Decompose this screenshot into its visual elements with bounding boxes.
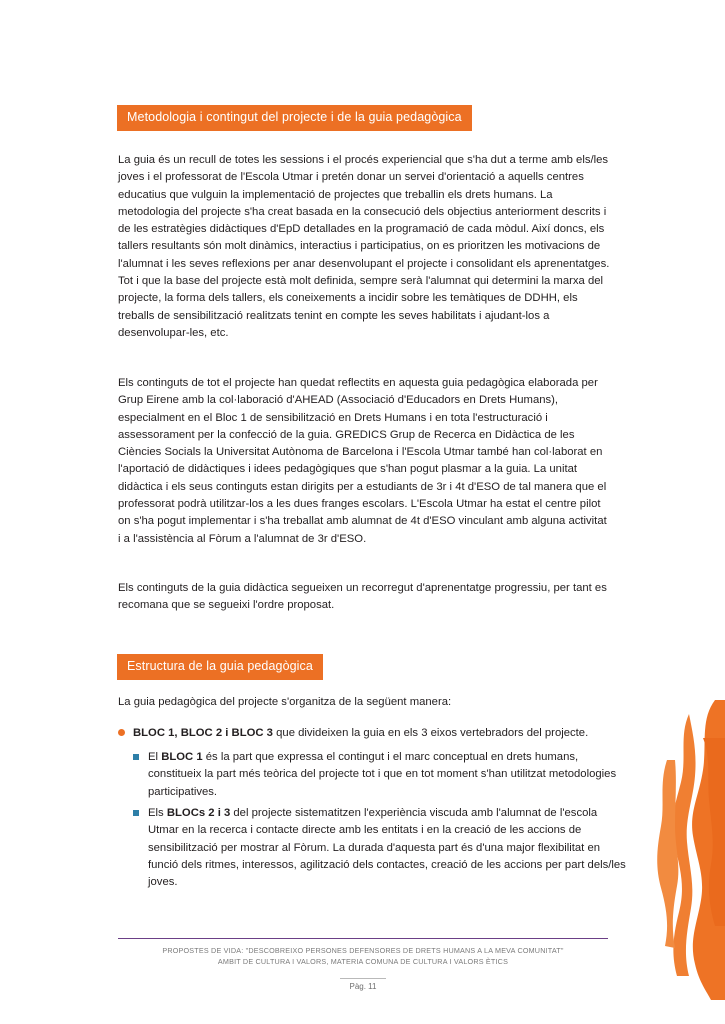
- bullet-dot-icon: [118, 729, 125, 736]
- list-item-text: que divideixen la guia en els 3 eixos vertebradors del projecte.: [272, 727, 589, 739]
- footer-line-2: AMBIT DE CULTURA I VALORS, MATERIA COMUNA DE CULTURA I VALORS ÈTICS: [217, 956, 509, 966]
- section-heading-methodology: Metodologia i contingut del projecte i de la guia pedagògica: [117, 105, 472, 131]
- list-item-prefix: Els: [148, 807, 167, 819]
- list-item-text: del projecte sistematitzen l'experiència viscuda amb l'alumnat de l'escola Utmar en la recerca i contacte directe amb les entitats i en la creació de les accions de sensibilització per mostrar al Fòrum. La durada d'aquesta part és d'una major flexibilitat en funció dels ritmes, interessos, agilització dels contactes, creació de les accions per part dels/les joves.: [148, 807, 626, 889]
- list-item-bold: BLOC 1, BLOC 2 i BLOC 3: [133, 727, 273, 739]
- section-heading-structure: Estructura de la guia pedagògica: [117, 654, 323, 680]
- paragraph-methodology-1: La guia és un recull de totes les sessions i el procés experiencial que s'ha dut a terme amb els/les joves i el professorat de l'Escola Utmar i pretén donar un servei d'orientació a aquells centres educatius que vulguin la implementació de projectes que treballin els drets humans. La metodologia del projecte s'ha creat basada en la consecució dels objectius anteriorment descrits i de les estratègies didàctiques d'EpD detallades en la programació de cada mòdul. Així doncs, els tallers resultants són molt dinàmics, interactius i participatius, on es prioritzen les motivacions de l'alumnat i les seves reflexions per anar desenvolupant el projecte i consolidant els aprenentatges. Tot i que la base del projecte està molt definida, sempre serà l'alumnat qui determini la marxa del projecte, la forma dels tallers, els coneixements a incidir sobre les temàtiques de DDHH, els treballs de sensibilització realitzats tenint en compte les seves habilitats i ajudant-los a desenvolupar-les, etc.: [118, 154, 610, 339]
- bullet-square-icon: [133, 754, 139, 760]
- list-item-prefix: El: [148, 751, 162, 763]
- paragraph-methodology-2: Els continguts de tot el projecte han quedat reflectits en aquesta guia pedagògica elaborada per Grup Eirene amb la col·laboració d'AHEAD (Associació d'Educadors en Drets Humans), especialment en el Bloc 1 de sensibilització en Drets Humans i en tota l'estructuració i assessorament per la confecció de la guia. GREDICS Grup de Recerca en Didàctica de les Ciències Socials la Universitat Autònoma de Barcelona i l'Escola Utmar també han col·laborat en l'aportació de didàctiques i idees pedagògiques que s'han pogut plasmar a la guia. La unitat didàctica i els seus continguts estan dirigits per a estudiants de 3r i 4t d'ESO de tal manera que el professorat podrà utilitzar-los a les dues franges escolars. L'Escola Utmar ha estat el centre pilot on s'ha pogut implementar i s'ha treballat amb alumnat de 4t d'ESO vinculant amb alguna activitat i a l'assistència al Fòrum a l'alumnat de 3r d'ESO.: [118, 377, 607, 545]
- paragraph-methodology-3: Els continguts de la guia didàctica segueixen un recorregut d'aprenentatge progressiu, per tant es recomana que se segueixi l'ordre proposat.: [118, 582, 607, 612]
- list-item-text: és la part que expressa el contingut i el marc conceptual en drets humans, constitueix la part més teòrica del projecte tot i que en tot moment s'han utilitzat metodologies participatives.: [148, 751, 617, 798]
- footer-title: [118, 946, 608, 967]
- list-item: [133, 805, 626, 891]
- footer-divider: [118, 938, 608, 939]
- orange-brush-decoration: [645, 700, 725, 1000]
- list-item-bold: BLOCs 2 i 3: [166, 807, 231, 819]
- page-number: Pàg. 11: [349, 982, 377, 991]
- list-item-bold: BLOC 1: [161, 751, 203, 763]
- footer-line-1: PROPOSTES DE VIDA: "DESCOBREIXO PERSONES DEFENSORES DE DRETS HUMANS A LA MEVA COMUNITAT": [162, 946, 564, 955]
- paragraph-structure-intro: La guia pedagògica del projecte s'organitza de la següent manera:: [118, 696, 452, 708]
- bullet-square-icon: [133, 810, 139, 816]
- list-item: [133, 749, 626, 801]
- list-item: [118, 725, 626, 742]
- footer-page-divider: [340, 978, 386, 979]
